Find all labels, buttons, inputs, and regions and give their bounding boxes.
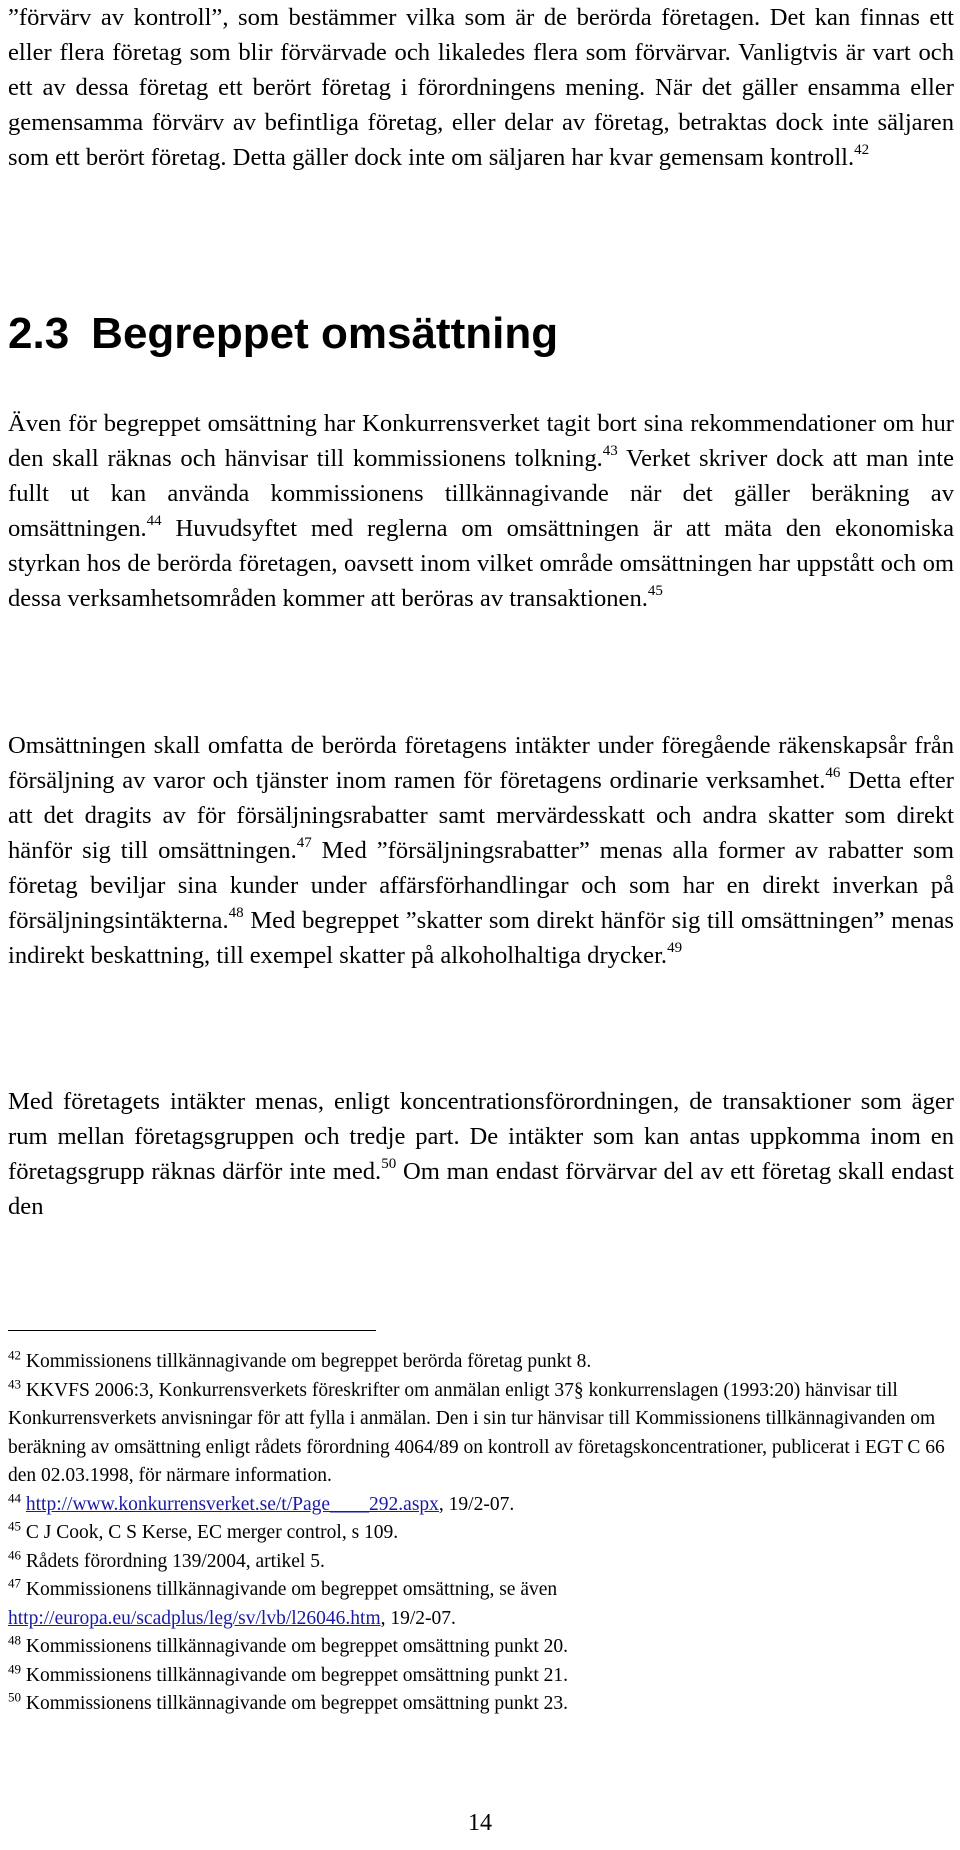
footnote-ref-49[interactable]: 49 xyxy=(667,939,683,956)
paragraph-company-income: Med företagets intäkter menas, enligt koncentrationsförordningen, de transaktioner som äger rum mellan företagsgruppen och tredje part. De intäkter som kan antas uppkomma inom en företagsgrupp räknas därför inte med.$^{50}$ Om man endast förvärvar del av ett företag skall endast den xyxy=(8,1088,954,1220)
section-heading xyxy=(8,304,558,364)
footnote-43: $^{43}$ KKVFS 2006:3, Konkurrensverkets föreskrifter om anmälan enligt 37§ konkurrenslagen (1993:20) hänvisar till Konkurrensverkets anvisningar för att fylla i anmälan. Den i sin tur hänvisar till Kommissionens tillkännagivanden om beräkning av omsättning enligt rådets förordning 4064/89 on kontroll av företagskoncentrationer, publicerat i EGT C 66 den 02.03.1998, för närmare information. xyxy=(8,1376,945,1486)
page-number: 14 xyxy=(468,1810,492,1836)
europa-link[interactable]: http://europa.eu/scadplus/leg/sv/lvb/l26046.htm xyxy=(8,1607,381,1629)
footnote-49: $^{49}$ Kommissionens tillkännagivande om begreppet omsättning punkt 21. xyxy=(8,1661,569,1686)
footnote-ref-44[interactable]: 44 xyxy=(146,512,162,529)
footnote-48: $^{48}$ Kommissionens tillkännagivande om begreppet omsättning punkt 20. xyxy=(8,1632,569,1657)
footnote-ref-47[interactable]: 47 xyxy=(296,834,312,851)
footnote-46: $^{46}$ Rådets förordning 139/2004, artikel 5. xyxy=(8,1547,325,1572)
footnote-42: $^{42}$ Kommissionens tillkännagivande om begreppet berörda företag punkt 8. xyxy=(8,1347,592,1372)
footnote-ref-42[interactable]: 42 xyxy=(854,141,870,158)
section-number: 2.3 xyxy=(8,309,70,358)
paragraph-turnover-scope: Omsättningen skall omfatta de berörda företagens intäkter under föregående räkenskapsår från försäljning av varor och tjänster inom ramen för företagens ordinarie verksamhet.$^{46}$ Detta efter att det dragits av för försäljningsrabatter samt mervärdesskatt och andra skatter som direkt hänför sig till omsättningen.$^{47}$ Med ”försäljningsrabatter” menas alla former av rabatter som företag beviljar sina kunder under affärsförhandlingar och som har en direkt inverkan på försäljningsintäkterna.$^{48}$ Med begreppet ”skatter som direkt hänför sig till omsättningen” menas indirekt beskattning, till exempel skatter på alkoholhaltiga drycker.$^{49}$ xyxy=(8,732,955,969)
footnote-ref-46[interactable]: 46 xyxy=(825,764,841,781)
intro-text: ”förvärv av kontroll”, som bestämmer vilka som är de berörda företagen. Det kan finnas ett eller flera företag som blir förvärvade och likaledes flera som förvärvar. Vanligtvis är vart och ett av dessa företag ett berört företag i förordningens mening. När det gäller ensamma eller gemensamma förvärv av befintliga företag, eller delar av företag, betraktas dock inte säljaren som ett berört företag. Detta gäller dock inte om säljaren har kvar gemensam kontroll. xyxy=(8,4,954,171)
footnote-divider xyxy=(8,1330,376,1331)
footnote-44: $^{44}$ http://www.konkurrensverket.se/t/Page____292.aspx, 19/2-07. xyxy=(8,1490,515,1515)
footnote-47: $^{47}$ Kommissionens tillkännagivande om begreppet omsättning, se även http://europa.eu/scadplus/leg/sv/lvb/l26046.htm, 19/2-07. xyxy=(8,1575,558,1629)
footnote-ref-50[interactable]: 50 xyxy=(381,1155,397,1172)
konkurrensverket-link[interactable]: http://www.konkurrensverket.se/t/Page____292.aspx xyxy=(25,1493,439,1515)
footnote-ref-43[interactable]: 43 xyxy=(602,442,618,459)
section-title: Begreppet omsättning xyxy=(91,309,559,358)
paragraph-turnover-concept: Även för begreppet omsättning har Konkurrensverket tagit bort sina rekommendationer om hur den skall räknas och hänvisar till kommissionens tolkning.$^{43}$ Verket skriver dock att man inte fullt ut kan använda kommissionens tillkännagivande när det gäller beräkning av omsättningen.$^{44}$ Huvudsyftet med reglerna om omsättningen är att mäta den ekonomiska styrkan hos de berörda företagen, oavsett inom vilket område omsättningen har uppstått och om dessa verksamhetsområden kommer att beröras av transaktionen.$^{45}$ xyxy=(8,410,954,612)
intro-paragraph xyxy=(8,0,954,175)
footnote-ref-45[interactable]: 45 xyxy=(647,582,663,599)
footnote-50: $^{50}$ Kommissionens tillkännagivande om begreppet omsättning punkt 23. xyxy=(8,1689,569,1714)
footnote-45: $^{45}$ C J Cook, C S Kerse, EC merger control, s 109. xyxy=(8,1518,399,1543)
footnote-ref-48[interactable]: 48 xyxy=(228,904,244,921)
footnotes-list xyxy=(8,1348,954,1719)
